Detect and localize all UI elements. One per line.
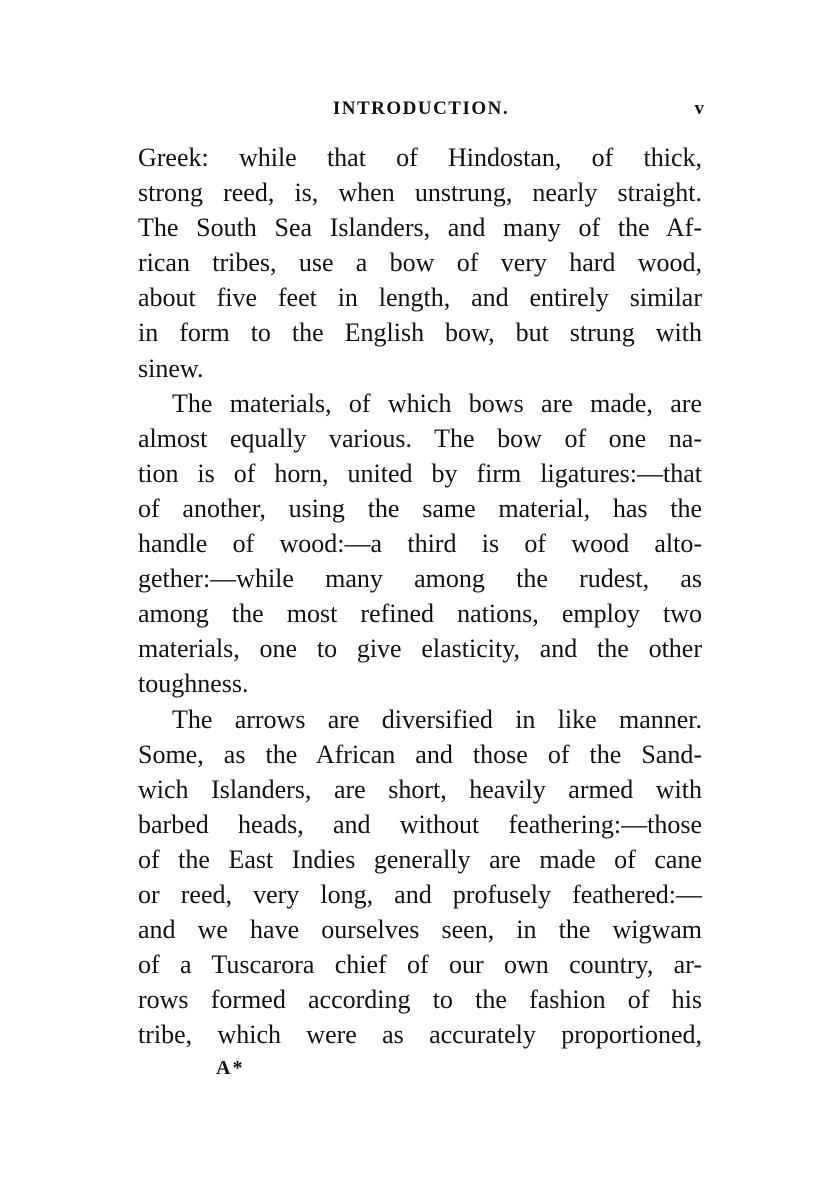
body-text (138, 140, 702, 1052)
text-line: about five feet in length, and entirely similar (138, 283, 702, 313)
text-line: tribe, which were as accurately proportioned, (138, 1020, 702, 1050)
signature-mark: A* (216, 1057, 245, 1079)
text-line: strong reed, is, when unstrung, nearly straight. (138, 178, 702, 208)
running-head (138, 94, 704, 124)
text-line: and we have ourselves seen, in the wigwam (138, 915, 702, 945)
text-line: rows formed according to the fashion of his (138, 985, 702, 1015)
text-line: materials, one to give elasticity, and the other (138, 634, 702, 664)
page-number: v (694, 98, 704, 119)
text-line: The materials, of which bows are made, are (172, 388, 702, 418)
text-line: gether:—while many among the rudest, as (138, 564, 702, 594)
text-line: Some, as the African and those of the Sand- (138, 739, 702, 769)
text-line: of another, using the same material, has the (138, 493, 702, 523)
text-line: handle of wood:—a third is of wood alto- (138, 529, 702, 559)
text-line: The South Sea Islanders, and many of the Af- (138, 213, 702, 243)
text-line: rican tribes, use a bow of very hard wood, (138, 248, 702, 278)
text-line: barbed heads, and without feathering:—those (138, 809, 702, 839)
text-line: sinew. (138, 353, 204, 383)
text-line: wich Islanders, are short, heavily armed with (138, 774, 702, 804)
text-line: toughness. (138, 669, 249, 699)
text-line: in form to the English bow, but strung with (138, 318, 702, 348)
text-line: tion is of horn, united by firm ligatures:—that (138, 458, 702, 488)
text-line: of a Tuscarora chief of our own country, ar- (138, 950, 702, 980)
text-line: almost equally various. The bow of one na- (138, 423, 702, 453)
text-line: of the East Indies generally are made of cane (138, 844, 702, 874)
text-line: The arrows are diversified in like manner. (172, 704, 702, 734)
running-title: INTRODUCTION. (332, 98, 510, 119)
text-line: or reed, very long, and profusely feathered:— (138, 879, 702, 909)
text-line: Greek: while that of Hindostan, of thick, (138, 143, 702, 172)
text-line: among the most refined nations, employ two (138, 599, 702, 629)
